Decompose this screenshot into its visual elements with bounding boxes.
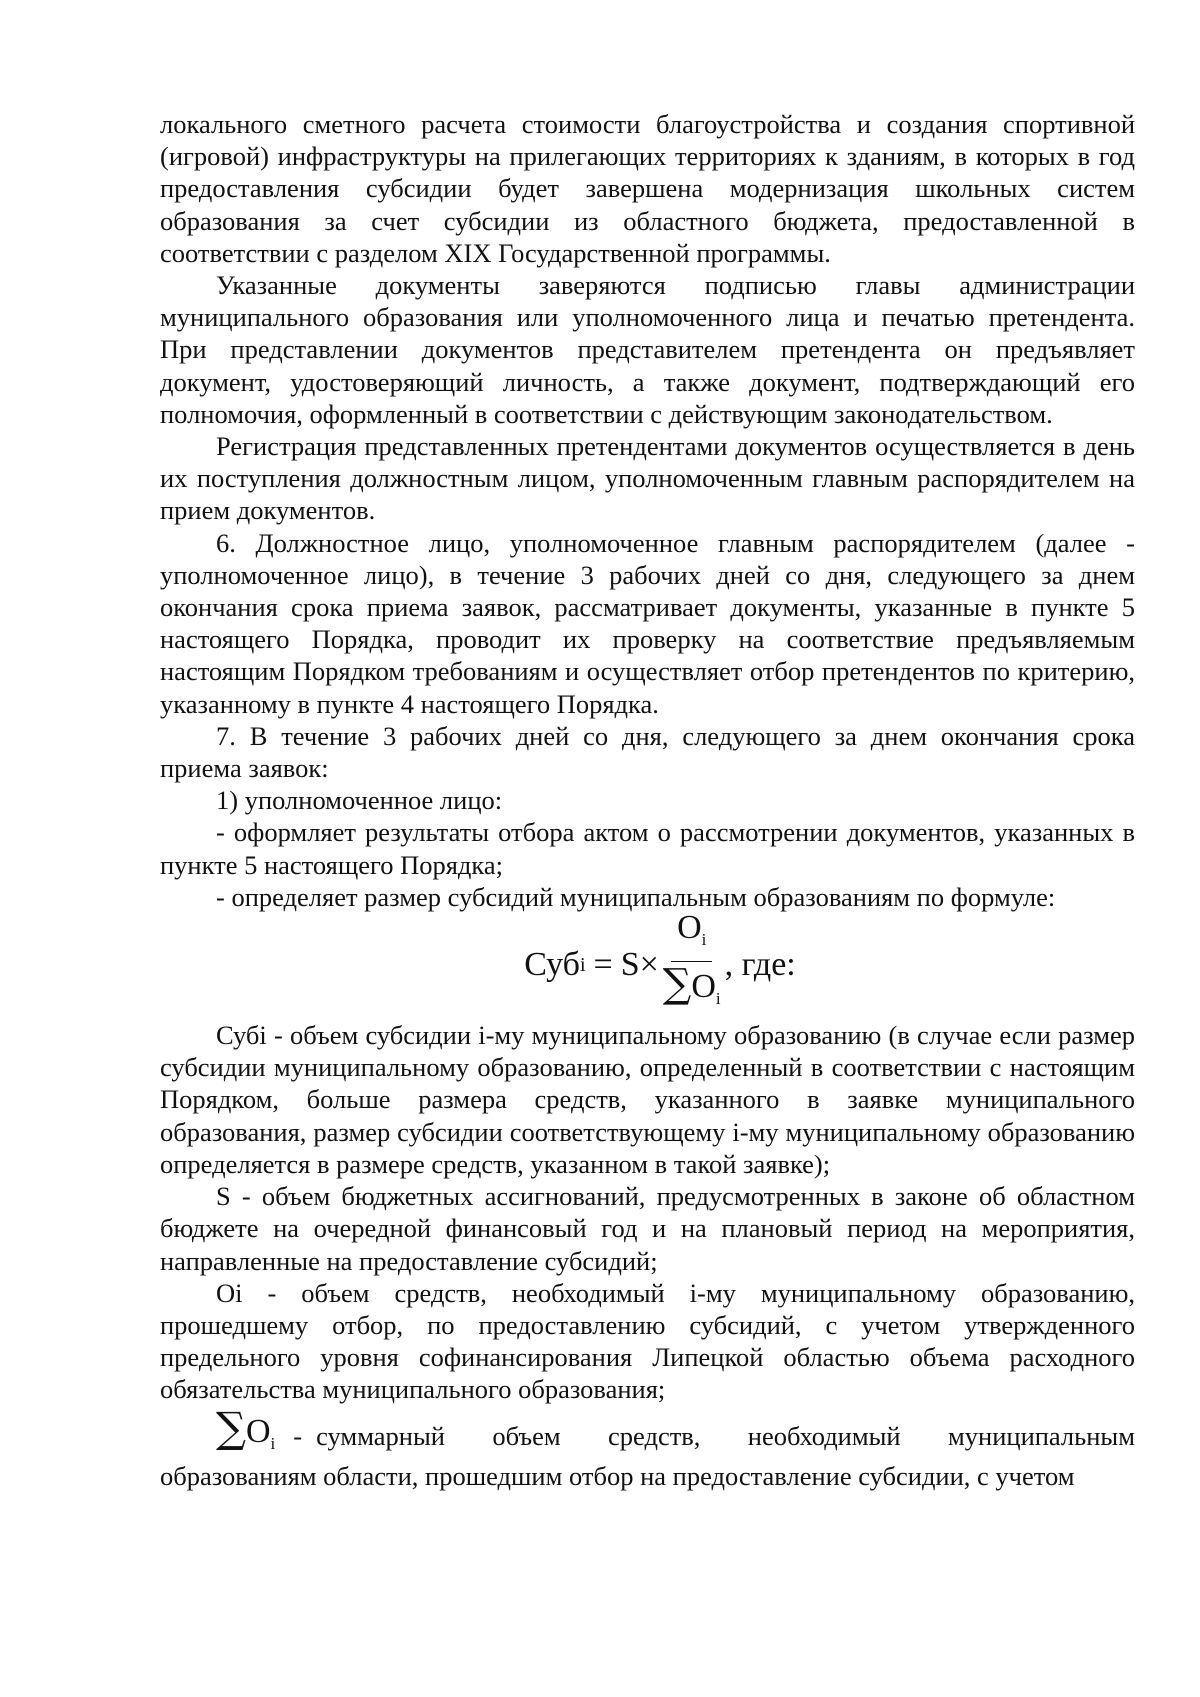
paragraph-certification: Указанные документы заверяются подписью главы администрации муниципального образования или уполномоченного лица и печатью претендента. При представлении документов представителем претендента он предъявляет документ, удостоверяющий личность, а также документ, подтверждающий его полномочия, оформленный в соответствии с действующим законодательством. [160,270,1135,429]
paragraph-registration: Регистрация представленных претендентами документов осуществляется в день их поступления должностным лицом, уполномоченным главным распорядителем на прием документов. [160,431,1135,526]
numerator-subscript: i [701,930,707,950]
paragraph-formula-intro: - определяет размер субсидий муниципальным образованиям по формуле: [216,881,1056,912]
formula-s: S [620,945,640,983]
paragraph-subitem-1: 1) уполномоченное лицо: [216,785,503,816]
sum-dash: - [293,1420,303,1451]
document-body [160,108,1135,1492]
formula-lhs: Суб [524,945,580,983]
denominator-subscript: i [715,989,721,1009]
formula-fraction [663,909,721,1021]
formula-lhs-subscript: i [579,953,586,976]
definition-o-i: Oi - объем средств, необходимый i-му муниципальному образованию, прошедшему отбор, по предоставлению субсидий, с учетом утвержденного предельного уровня софинансирования Липецкой областью объема расходного обязательства муниципального образования; [160,1277,1135,1405]
sum-definition-continuation: образованиям области, прошедшим отбор на предоставление субсидии, с учетом [160,1460,1075,1491]
definition-s: S - объем бюджетных ассигнований, предусмотренных в законе об областном бюджете на очередной финансовый год и на плановый период на мероприятия, направленные на предоставление субсидий; [160,1181,1135,1276]
formula-numerator [671,909,712,962]
formula-denominator [663,962,721,1021]
sum-symbol-group [216,1402,276,1460]
sum-o: O [245,1412,271,1450]
sigma-symbol: ∑ [662,961,692,1008]
denominator-o: O [691,968,716,1006]
definition-sum-o-i [160,1402,1135,1460]
sum-subscript: i [270,1433,276,1453]
paragraph-item-7: 7. В течение 3 рабочих дней со дня, следующего за днем окончания срока приема заявок: [160,720,1135,784]
formula-tail: , где: [724,945,796,983]
sum-definition-text: суммарный объем средств, необходимый муниципальным [316,1420,1135,1451]
subsidy-formula [160,909,1135,1009]
formula-equals: = [593,945,613,983]
paragraph-item-6: 6. Должностное лицо, уполномоченное главным распорядителем (далее - уполномоченное лицо), в течение 3 рабочих дней со дня, следующего за днем окончания срока приема заявок, рассматривает документы, указанные в пункте 5 настоящего Порядка, проводит их проверку на соответствие предъявляемым настоящим Порядком требованиям и осуществляет отбор претендентов по критерию, указанному в пункте 4 настоящего Порядка. [160,527,1135,719]
paragraph-estimate: локального сметного расчета стоимости благоустройства и создания спортивной (игровой) инфраструктуры на прилегающих территориях к зданиям, в которых в год предоставления субсидии будет завершена модернизация школьных систем образования за счет субсидии из областного бюджета, предоставленной в соответствии с разделом XIX Государственной программы. [160,109,1135,268]
formula-times: × [639,945,659,983]
paragraph-results: - оформляет результаты отбора актом о рассмотрении документов, указанных в пункте 5 настоящего Порядка; [160,817,1135,880]
numerator-o: O [677,909,702,947]
definition-sub-i: Субi - объем субсидии i-му муниципальному образованию (в случае если размер субсидии муниципальному образованию, определенный в соответствии с настоящим Порядком, больше размера средств, указанного в заявке муниципального образования, размер субсидии соответствующему i-му муниципальному образованию определяется в размере средств, указанном в такой заявке); [160,1020,1135,1179]
sum-sigma: ∑ [216,1402,246,1452]
